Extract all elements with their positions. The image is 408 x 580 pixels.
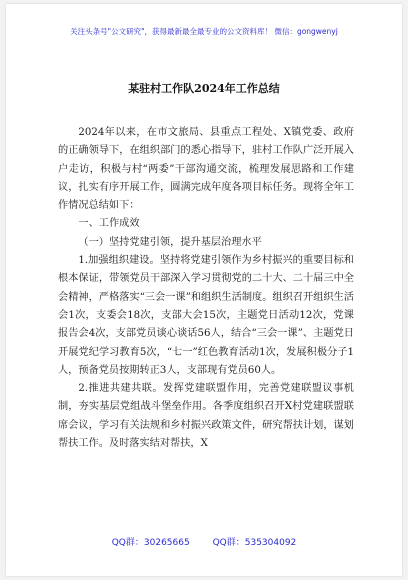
intro-paragraph: 2024年以来，在市文旅局、县重点工程处、X镇党委、政府的正确领导下，在组织部门的悉心指导下，驻村工作队广泛开展入户走访，积极与村“两委”干部沟通交流，梳理发展思路和工作建议，扎实有序开展工作，圆满完成年度各项目标任务。现将全年工作情况总结如下： [58,127,354,212]
item-paragraph-1: 1.加强组织建设。坚持将党建引领作为乡村振兴的重要目标和根本保证，带领党员干部深入学习贯彻党的二十大、二十届三中全会精神，严格落实“三会一课”和组织生活制度。组织召开组织生活会1次，支委会18次，支部大会15次，主题党日活动12次，党课报告会4次，支部党员谈心谈话56人，结合“三会一课”、主题党日开展党纪学习教育5次，“七一”红色教育活动1次，发展积极分子1人，预备党员按期转正3人，支部现有党员60人。 [58,255,354,376]
document-title: 某驻村工作队2024年工作总结 [128,82,280,95]
footer-qq-1: QQ群：30265665 [111,538,190,548]
document-body [58,124,354,453]
footer-qq-2: QQ群：535304092 [212,538,297,548]
section-heading: 一、工作成效 [78,218,140,230]
subsection-heading: （一）坚持党建引领，提升基层治理水平 [78,236,262,248]
footer-contact [6,535,402,548]
item-paragraph-2: 2.推进共建共联。发挥党建联盟作用，完善党建联盟议事机制，夯实基层党组战斗堡垒作用。各季度组织召开X村党建联盟联席会议，学习有关法规和乡村振兴政策文件，研究帮扶计划，谋划帮扶工作。及时落实结对帮扶，X [58,383,354,450]
header-promo: 关注头条号"公文研究"，获得最新最全最专业的公文资料库！ 微信：gongwenyj [70,27,338,36]
document-page [6,4,402,576]
